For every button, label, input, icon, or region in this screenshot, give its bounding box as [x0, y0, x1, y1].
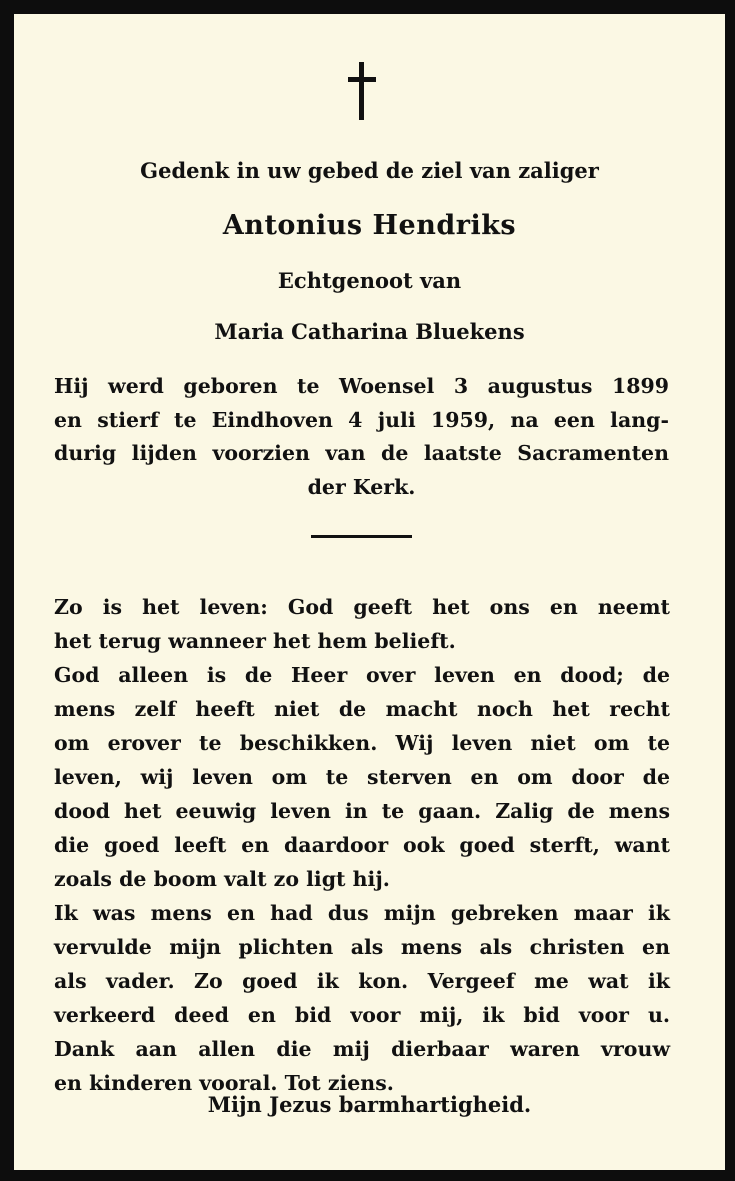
- text-line: zoals de boom valt zo ligt hij.: [54, 867, 390, 891]
- biography: [54, 370, 669, 504]
- text-line: Ik was mens en had dus mijn gebreken maar ik: [54, 901, 670, 925]
- reflection-text: [54, 590, 670, 1100]
- text-line: Dank aan allen die mij dierbaar waren vrouw: [54, 1037, 670, 1061]
- spouse-name: Maria Catharina Bluekens: [214, 319, 525, 344]
- bio-line: en stierf te Eindhoven 4 juli 1959, na een lang-: [54, 407, 669, 432]
- divider: [311, 535, 412, 538]
- text-line: leven, wij leven om te sterven en om door de: [54, 765, 670, 789]
- invocation-text: Gedenk in uw gebed de ziel van zaliger: [140, 158, 599, 183]
- text-line: die goed leeft en daardoor ook goed sterft, want: [54, 833, 670, 857]
- text-line: vervulde mijn plichten als mens als christen en: [54, 935, 670, 959]
- text-line: om erover te beschikken. Wij leven niet om te: [54, 731, 670, 755]
- text-line: verkeerd deed en bid voor mij, ik bid voor u.: [54, 1003, 670, 1027]
- text-line: Zo is het leven: God geeft het ons en neemt: [54, 595, 670, 619]
- bio-line: der Kerk.: [307, 474, 416, 499]
- text-line: en kinderen vooral. Tot ziens.: [54, 1071, 394, 1095]
- bio-line: Hij werd geboren te Woensel 3 augustus 1899: [54, 374, 669, 398]
- latin-cross-icon: [347, 62, 377, 122]
- text-line: God alleen is de Heer over leven en dood; de: [54, 663, 670, 687]
- text-line: als vader. Zo goed ik kon. Vergeef me wat ik: [54, 969, 670, 993]
- prayer-card: [14, 14, 725, 1170]
- text-line: dood het eeuwig leven in te gaan. Zalig de mens: [54, 799, 670, 823]
- bio-line: durig lijden voorzien van de laatste Sacramenten: [54, 441, 669, 465]
- text-line: mens zelf heeft niet de macht noch het recht: [54, 697, 670, 721]
- spouse-label: Echtgenoot van: [277, 268, 462, 293]
- text-line: het terug wanneer het hem belieft.: [54, 629, 456, 653]
- closing-prayer: Mijn Jezus barmhartigheid.: [207, 1092, 532, 1117]
- deceased-name: Antonius Hendriks: [222, 210, 517, 241]
